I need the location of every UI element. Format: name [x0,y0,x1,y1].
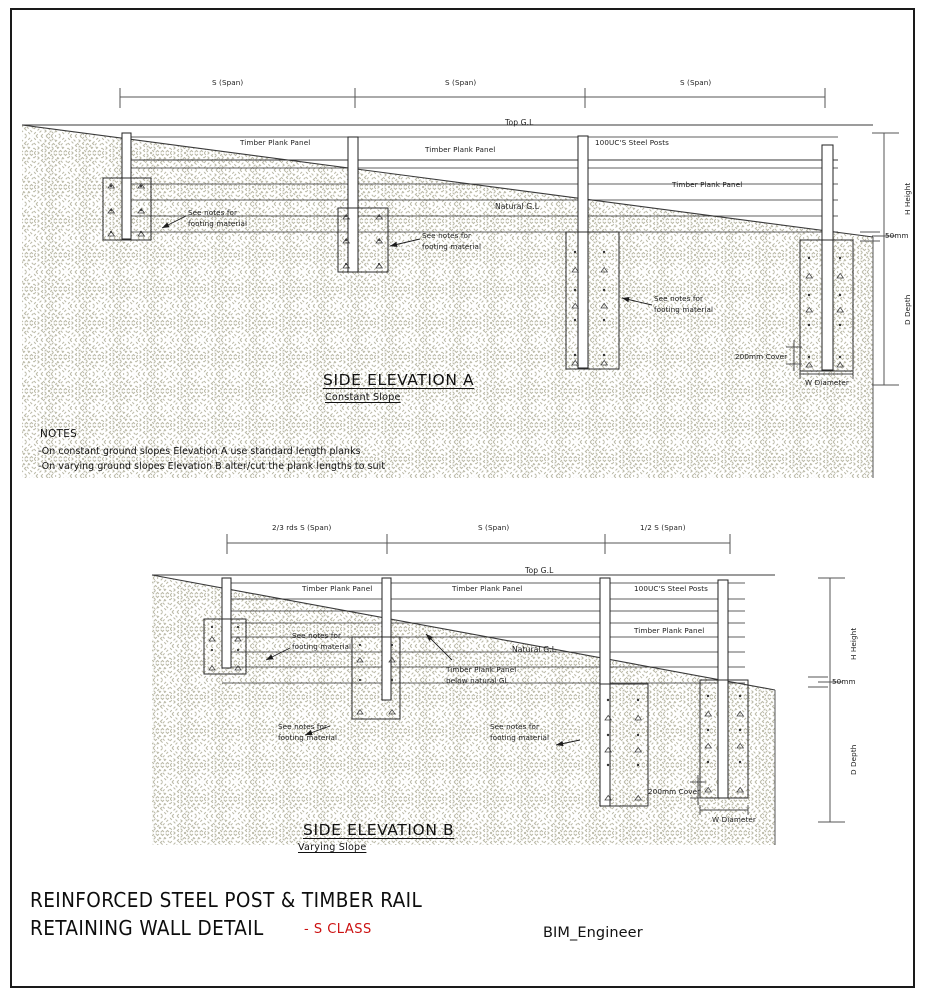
elevation-b-height-label: H Height [849,627,858,660]
elevation-b-footing-note-1-line1: See notes for [292,631,342,640]
elevation-a-diameter-label: W Diameter [805,378,849,387]
elevation-b-panel-label-3: Timber Plank Panel [634,626,705,635]
elevation-b-span-label-1: 2/3 rds S (Span) [272,523,332,532]
elevation-a-offset-label: 50mm [885,231,909,240]
elevation-b-below-panel-line1: Timber Plank Panel [446,665,517,674]
elevation-a-subtitle: Constant Slope [325,392,401,403]
elevation-a-title: SIDE ELEVATION A [323,371,475,389]
elevation-a-panel-label-3: Timber Plank Panel [672,180,743,189]
elevation-a-depth-label: D Depth [903,294,912,325]
elevation-a-span-label-3: S (Span) [680,78,712,87]
elevation-a-span-label-2: S (Span) [445,78,477,87]
elevation-b-depth-label: D Depth [849,744,858,775]
elevation-b-footing-note-3-line1: See notes for [490,722,540,731]
sheet-author: BIM_Engineer [543,925,643,941]
elevation-b-post-label: 100UC'S Steel Posts [634,584,709,593]
elevation-a-top-gl-label: Top G.L [505,118,534,127]
elevation-b-footing-note-1-line2: footing material [292,642,352,651]
elevation-b-diameter-label: W Diameter [712,815,756,824]
elevation-a-panel-label-2: Timber Plank Panel [425,145,496,154]
sheet-border [10,8,915,988]
sheet-title-class: - S CLASS [304,922,372,937]
elevation-a-cover-label: 200mm Cover [735,352,788,361]
elevation-b-offset-label: 50mm [832,677,856,686]
elevation-a-footing-note-2-line1: See notes for [422,231,472,240]
elevation-a-post-label: 100UC'S Steel Posts [595,138,670,147]
notes-line-2: -On varying ground slopes Elevation B alter/cut the plank lengths to suit [38,461,386,472]
elevation-b-panel-label-1: Timber Plank Panel [302,584,373,593]
elevation-b-footing-note-3-line2: footing material [490,733,550,742]
elevation-a-span-label-1: S (Span) [212,78,244,87]
elevation-a-footing-note-3-line2: footing material [654,305,714,314]
elevation-a-height-label: H Height [903,182,912,215]
elevation-a-footing-note-1-line2: footing material [188,219,248,228]
elevation-b-cover-label: 200mm Cover [648,787,701,796]
elevation-b-subtitle: Varying Slope [298,842,367,853]
elevation-b-footing-note-2-line1: See notes for [278,722,328,731]
elevation-a-footing-note-1-line1: See notes for [188,208,238,217]
elevation-b-below-panel-line2: below natural GL [446,676,509,685]
notes-heading: NOTES [40,428,77,440]
elevation-b-span-label-2: S (Span) [478,523,510,532]
elevation-b-footing-note-2-line2: footing material [278,733,338,742]
elevation-a-footing-note-3-line1: See notes for [654,294,704,303]
notes-line-1: -On constant ground slopes Elevation A use standard length planks [38,446,361,457]
elevation-b-span-label-3: 1/2 S (Span) [640,523,686,532]
elevation-b-natural-gl-label: Natural G.L [512,645,557,654]
elevation-b-panel-label-2: Timber Plank Panel [452,584,523,593]
elevation-a-natural-gl-label: Natural G.L [495,202,540,211]
sheet-title-line-2: RETAINING WALL DETAIL [30,916,264,940]
elevation-b-title: SIDE ELEVATION B [303,821,455,839]
sheet-title-line-1: REINFORCED STEEL POST & TIMBER RAIL [30,888,423,912]
elevation-a-footing-note-2-line2: footing material [422,242,482,251]
elevation-a-panel-label-1: Timber Plank Panel [240,138,311,147]
elevation-b-top-gl-label: Top G.L [525,566,554,575]
